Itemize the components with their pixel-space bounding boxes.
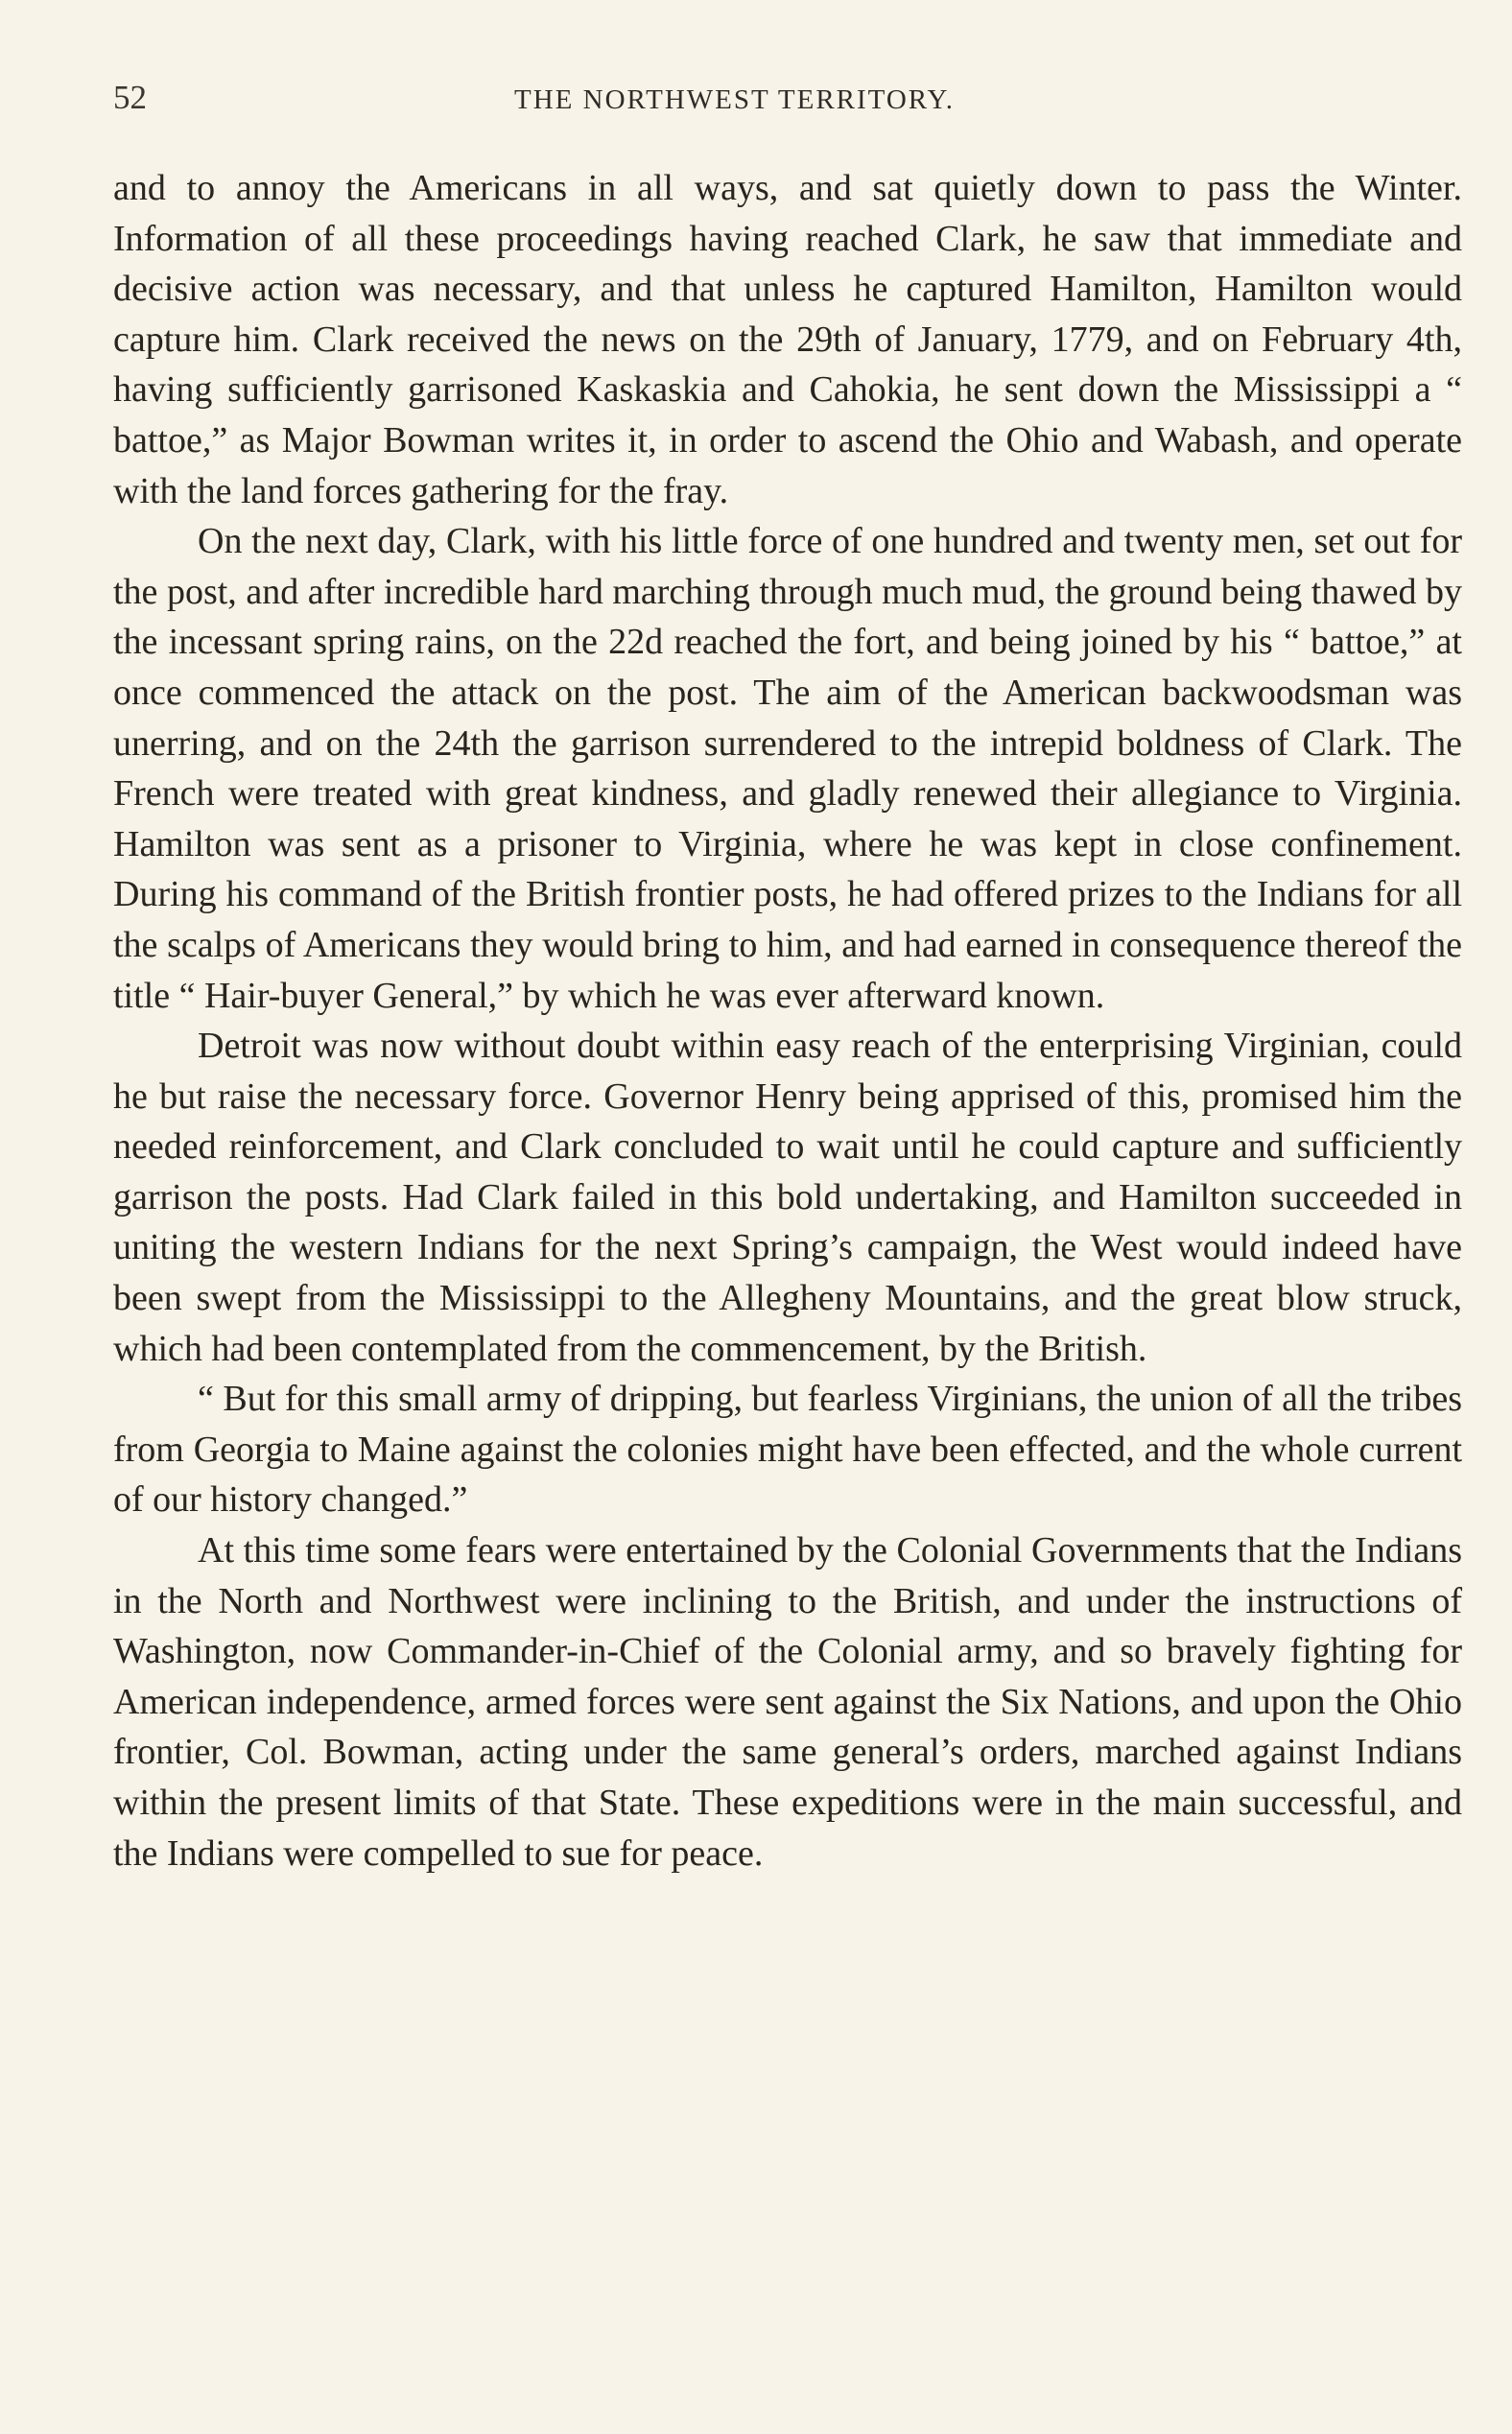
page-number: 52 [113,79,147,116]
paragraph-3: Detroit was now without doubt within easy reach of the enterprising Virginian, could he but raise the necessary force. Governor Henry being apprised of this, promised him the needed reinforcement, and Clark concluded to wait until he could capture and sufficiently garrison the posts. Had Clark failed in this bold undertaking, and Hamilton succeeded in uniting the western Indians for the next Spring’s campaign, the West would indeed have been swept from the Mississippi to the Allegheny Mountains, and the great blow struck, which had been contemplated from the commencement, by the British. [113,1026,1462,1369]
running-head [113,79,1462,127]
running-title: THE NORTHWEST TERRITORY. [514,84,955,115]
body-text [113,163,1462,1879]
paragraph-5: At this time some fears were entertained by the Colonial Governments that the Indians in the North and Northwest were inclining to the British, and under the instructions of Washington, now Commander-in-Chief of the Colonial army, and so bravely fighting for American independence, armed forces were sent against the Six Nations, and upon the Ohio frontier, Col. Bowman, acting under the same general’s orders, marched against Indians within the present limits of that State. These expeditions were in the main successful, and the Indians were compelled to sue for peace. [113,1530,1462,1874]
paragraph-2: On the next day, Clark, with his little force of one hundred and twenty men, set out for the post, and after incredible hard marching through much mud, the ground being thawed by the incessant spring rains, on the 22d reached the fort, and being joined by his “ battoe,” at once commenced the attack on the post. The aim of the American backwoodsman was unerring, and on the 24th the garrison surrendered to the intrepid boldness of Clark. The French were treated with great kindness, and gladly renewed their allegiance to Virginia. Hamilton was sent as a prisoner to Virginia, where he was kept in close confinement. During his command of the British frontier posts, he had offered prizes to the Indians for all the scalps of Americans they would bring to him, and had earned in consequence thereof the title “ Hair-buyer General,” by which he was ever afterward known. [113,521,1462,1016]
paragraph-1: and to annoy the Americans in all ways, and sat quietly down to pass the Winter. Information of all these proceedings having reached Clark, he saw that immediate and decisive action was necessary, and that unless he captured Hamilton, Hamilton would capture him. Clark received the news on the 29th of January, 1779, and on February 4th, having sufficiently garrisoned Kaskaskia and Cahokia, he sent down the Mississippi a “ battoe,” as Major Bowman writes it, in order to ascend the Ohio and Wabash, and operate with the land forces gathering for the fray. [113,168,1462,511]
paragraph-4-quotation: “ But for this small army of dripping, but fearless Virginians, the union of all the tribes from Georgia to Maine against the colonies might have been effected, and the whole current of our history changed.” [113,1379,1462,1521]
